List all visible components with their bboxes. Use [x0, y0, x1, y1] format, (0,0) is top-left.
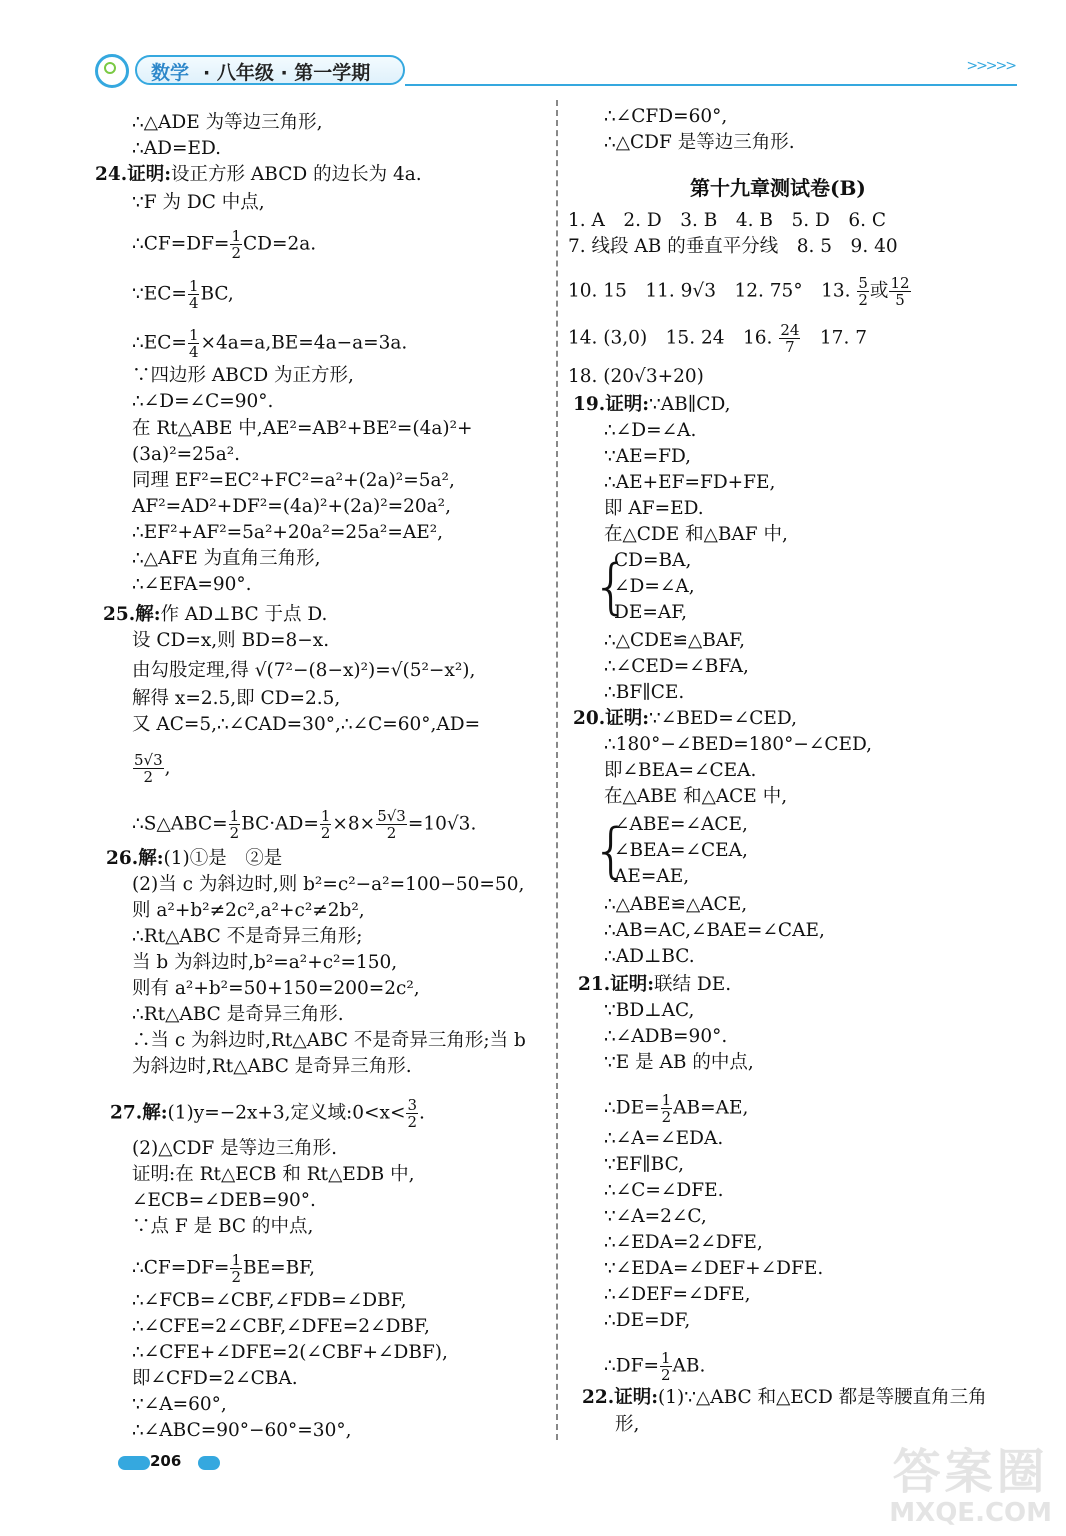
line-text: 即∠CFD=2∠CBA.	[132, 1368, 298, 1389]
text-line	[132, 522, 443, 544]
line-text: 1. A 2. D 3. B 4. B 5. D 6. C	[568, 210, 887, 231]
text-line	[132, 1420, 351, 1442]
fraction-denominator: 2	[858, 291, 868, 309]
answer-label: 证明:	[127, 164, 172, 185]
line-text: 联结 DE.	[654, 974, 732, 995]
line-text: (1)∵△ABC 和△ECD 都是等腰直角三角	[658, 1387, 987, 1408]
text-line	[132, 630, 329, 652]
text-line	[132, 278, 234, 311]
line-text: ∴△CDF 是等边三角形.	[604, 132, 795, 153]
line-text: ∵E 是 AB 的中点,	[604, 1052, 754, 1073]
fraction-denominator: 2	[661, 1108, 672, 1126]
line-text: 设正方形 ABCD 的边长为 4a.	[171, 164, 422, 185]
fraction-denominator: 2	[143, 768, 154, 786]
line-text: ∴∠C=∠DFE.	[604, 1180, 724, 1201]
text-line	[132, 1056, 412, 1078]
text-line	[604, 106, 727, 128]
text-line	[132, 808, 476, 841]
answer-label: 证明:	[614, 1387, 659, 1408]
text-line	[568, 236, 898, 258]
answer-label: 解:	[138, 848, 164, 869]
line-text: 7. 线段 AB 的垂直平分线 8. 5 9. 40	[568, 236, 898, 257]
line-text: 17. 7	[801, 327, 867, 349]
line-text: ∴∠CFD=60°,	[604, 106, 728, 127]
line-text: ∵∠A=2∠C,	[604, 1206, 707, 1227]
fraction	[857, 275, 869, 308]
line-text: =10√3.	[407, 813, 477, 835]
line-text: ∵AE=FD,	[604, 446, 692, 467]
fraction	[188, 278, 200, 311]
text-line	[604, 1258, 823, 1280]
line-text: 14. (3,0) 15. 24 16.	[568, 327, 779, 349]
text-line	[604, 1128, 723, 1150]
text-line	[604, 472, 775, 494]
line-text: ∵BD⊥AC,	[604, 1000, 695, 1021]
text-line	[132, 574, 252, 596]
text-line	[604, 1284, 751, 1306]
watermark-site: MXQE.COM	[889, 1498, 1052, 1528]
line-text: ∴AD=ED.	[132, 138, 222, 159]
line-text: 当 b 为斜边时,b²=a²+c²=150,	[132, 952, 398, 973]
watermark	[889, 1446, 1052, 1528]
text-line	[604, 524, 788, 546]
fraction-numerator: 24	[780, 321, 800, 339]
text-line	[132, 688, 340, 710]
text-line	[132, 496, 451, 518]
text-line	[604, 132, 795, 154]
brace-19: {	[592, 552, 631, 622]
text-line	[132, 1342, 448, 1364]
page-header	[95, 52, 1025, 92]
line-text: ∵∠A=60°,	[132, 1394, 227, 1415]
fraction-denominator: 2	[386, 824, 397, 842]
line-text: 由勾股定理,得 √(7²−(8−x)²)=√(5²−x²),	[132, 660, 476, 681]
line-text: ∴Rt△ABC 不是奇异三角形;	[132, 926, 363, 947]
text-line	[604, 1232, 763, 1254]
question-number: 19.	[573, 394, 606, 415]
line-text: ∴∠ADB=90°.	[604, 1026, 728, 1047]
line-text: ∵F 为 DC 中点,	[132, 192, 265, 213]
line-text: ∴CF=DF=	[132, 1257, 230, 1279]
line-text: 则 a²+b²≠2c²,a²+c²≠2b²,	[132, 900, 365, 921]
text-line	[604, 894, 747, 916]
line-text: ∵EC=	[132, 283, 187, 305]
line-text: ∴∠CED=∠BFA,	[604, 656, 749, 677]
text-line	[132, 548, 320, 570]
text-line	[132, 418, 473, 440]
answer-label: 证明:	[610, 974, 655, 995]
fraction-numerator: 1	[231, 227, 241, 245]
fraction	[660, 1350, 672, 1383]
fraction-denominator: 7	[785, 338, 795, 356]
fraction-denominator: 4	[188, 343, 199, 361]
line-text: ∴∠D=∠A.	[604, 420, 697, 441]
fraction-numerator: 1	[231, 1251, 241, 1269]
text-line	[132, 660, 475, 682]
line-text: 为斜边时,Rt△ABC 是奇异三角形.	[132, 1056, 412, 1077]
fraction-denominator: 2	[229, 824, 240, 842]
text-line	[568, 366, 704, 388]
line-text: ∴∠EDA=2∠DFE,	[604, 1232, 763, 1253]
line-text: ∴当 c 为斜边时,Rt△ABC 不是奇异三角形;当 b	[132, 1030, 526, 1051]
line-text: ∴AD⊥BC.	[604, 946, 695, 967]
line-text: ∴Rt△ABC 是奇异三角形.	[132, 1004, 344, 1025]
answer-label: 解:	[142, 1102, 168, 1124]
question-number: 27.	[110, 1102, 143, 1124]
text-line	[132, 1138, 337, 1160]
line-text: ∴DE=	[604, 1097, 660, 1119]
question-number: 25.	[103, 604, 136, 625]
line-text: ∴S△ABC=	[132, 813, 228, 835]
fraction	[188, 327, 200, 360]
text-line	[132, 327, 407, 360]
line-text: ∵AB∥CD,	[649, 394, 731, 415]
text-line	[578, 974, 731, 996]
line-text: ∴∠DEF=∠DFE,	[604, 1284, 751, 1305]
text-line	[132, 978, 420, 1000]
text-line	[615, 1414, 639, 1436]
line-text: 同理 EF²=EC²+FC²=a²+(2a)²=5a²,	[132, 470, 455, 491]
line-text: ∠ABE=∠ACE,	[614, 814, 748, 835]
text-line	[132, 926, 362, 948]
text-line	[132, 1030, 526, 1052]
text-line	[604, 1310, 690, 1332]
text-line	[604, 656, 749, 678]
footer-pill-right	[198, 1456, 220, 1470]
line-text: ×4a=a,BE=4a−a=3a.	[200, 332, 408, 354]
line-text: ∴△ADE 为等边三角形,	[132, 112, 323, 133]
line-text: (2)当 c 为斜边时,则 b²=c²−a²=100−50=50,	[132, 874, 525, 895]
text-line	[582, 1387, 987, 1409]
watermark-logo: 答案圈	[892, 1444, 1049, 1500]
line-text: 或	[869, 280, 889, 302]
text-line	[573, 394, 731, 416]
text-line	[132, 874, 524, 896]
text-line	[95, 164, 422, 186]
line-text: ∴△ABE≌△ACE,	[604, 894, 748, 915]
text-line	[132, 391, 273, 413]
line-text: 则有 a²+b²=50+150=200=2c²,	[132, 978, 420, 999]
text-line	[132, 138, 221, 160]
text-line	[132, 192, 265, 214]
text-line	[604, 420, 696, 442]
line-text: ,	[164, 757, 171, 779]
line-text: ∵点 F 是 BC 的中点,	[132, 1216, 314, 1237]
text-line	[106, 848, 282, 870]
chevrons-icon: >>>>>	[966, 58, 1015, 74]
text-line	[132, 1290, 406, 1312]
text-line	[132, 714, 480, 736]
line-text: 作 AD⊥BC 于点 D.	[160, 604, 328, 625]
line-text: .	[419, 1102, 425, 1124]
fraction-numerator: 5√3	[134, 751, 163, 769]
text-line	[604, 498, 704, 520]
fraction	[133, 752, 164, 785]
text-line	[103, 604, 327, 626]
line-text: (2)△CDF 是等边三角形.	[132, 1138, 338, 1159]
text-line	[614, 840, 748, 862]
question-number: 20.	[573, 708, 606, 729]
header-rule	[405, 84, 1017, 86]
text-line	[568, 322, 867, 355]
line-text: ∴∠A=∠EDA.	[604, 1128, 724, 1149]
fraction-numerator: 1	[660, 1349, 671, 1367]
fraction	[889, 275, 910, 308]
line-text: ∵∠BED=∠CED,	[649, 708, 797, 729]
line-text: ∠D=∠A,	[614, 576, 695, 597]
line-text: ∴∠CFE=2∠CBF,∠DFE=2∠DBF,	[132, 1316, 430, 1337]
line-text: DE=AF,	[614, 602, 688, 623]
line-text: ∴DE=DF,	[604, 1310, 691, 1331]
line-text: ∴CF=DF=	[132, 233, 230, 255]
fraction-denominator: 4	[188, 294, 199, 312]
text-line	[568, 275, 912, 308]
line-text: ∴DF=	[604, 1355, 659, 1377]
line-text: BC,	[200, 283, 234, 305]
fraction-numerator: 3	[407, 1096, 418, 1114]
text-line	[132, 752, 171, 785]
fraction-denominator: 2	[231, 1268, 241, 1286]
line-text: 形,	[615, 1414, 640, 1435]
text-line	[604, 1206, 707, 1228]
text-line	[132, 1216, 313, 1238]
text-line	[132, 1316, 430, 1338]
fraction	[406, 1097, 418, 1130]
fraction-numerator: 5	[858, 274, 868, 292]
line-text: ∴BF∥CE.	[604, 682, 685, 703]
text-line	[604, 446, 691, 468]
answer-label: 证明:	[605, 394, 650, 415]
line-text: CD=2a.	[242, 233, 317, 255]
question-number: 22.	[582, 1387, 615, 1408]
text-line	[604, 920, 825, 942]
line-text: 解得 x=2.5,即 CD=2.5,	[132, 688, 341, 709]
fraction-denominator: 2	[231, 244, 241, 262]
line-text: 18. (20√3+20)	[568, 366, 704, 387]
header-grade-term: · 八年级 · 第一学期	[203, 62, 371, 84]
fraction-numerator: 5√3	[377, 807, 406, 825]
line-text: ∴AE+EF=FD+FE,	[604, 472, 776, 493]
line-text: ×8×	[332, 813, 376, 835]
line-text: 证明:在 Rt△ECB 和 Rt△EDB 中,	[132, 1164, 415, 1185]
column-divider	[556, 100, 558, 1440]
line-text: 10. 15 11. 9√3 12. 75° 13.	[568, 280, 857, 302]
line-text: 在△CDE 和△BAF 中,	[604, 524, 788, 545]
text-line	[604, 760, 756, 782]
footer-pill-left	[118, 1456, 150, 1470]
line-text: 在 Rt△ABE 中,AE²=AB²+BE²=(4a)²+	[132, 418, 473, 439]
line-text: BE=BF,	[242, 1257, 316, 1279]
fraction-numerator: 12	[890, 274, 910, 292]
header-subject: 数学	[151, 62, 190, 84]
line-text: ∴∠FCB=∠CBF,∠FDB=∠DBF,	[132, 1290, 407, 1311]
brace-20: {	[592, 816, 631, 886]
line-text: (3a)²=25a².	[132, 444, 241, 465]
question-number: 21.	[578, 974, 611, 995]
line-text: ∴∠ABC=90°−60°=30°,	[132, 1420, 352, 1441]
fraction-numerator: 1	[188, 277, 199, 295]
line-text: ∴∠D=∠C=90°.	[132, 391, 274, 412]
line-text: 即 AF=ED.	[604, 498, 704, 519]
text-line	[132, 1252, 315, 1285]
line-text: ∴EF²+AF²=5a²+20a²=25a²=AE²,	[132, 522, 443, 543]
text-line	[132, 365, 354, 387]
line-text: ∴△AFE 为直角三角形,	[132, 548, 321, 569]
fraction-numerator: 1	[229, 807, 240, 825]
line-text: ∴AB=AC,∠BAE=∠CAE,	[604, 920, 825, 941]
text-line	[132, 228, 316, 261]
line-text: 设 CD=x,则 BD=8−x.	[132, 630, 330, 651]
text-line	[604, 1180, 723, 1202]
line-text: (1)y=−2x+3,定义域:0<x<	[167, 1102, 406, 1124]
line-text: AF²=AD²+DF²=(4a)²+(2a)²=20a²,	[132, 496, 451, 517]
text-line	[604, 1052, 754, 1074]
text-line	[614, 814, 748, 836]
fraction-numerator: 1	[320, 807, 331, 825]
line-text: AE=AE,	[614, 866, 690, 887]
line-text: 又 AC=5,∴∠CAD=30°,∴∠C=60°,AD=	[132, 714, 481, 735]
line-text: (1)①是 ②是	[163, 848, 283, 869]
text-line	[110, 1097, 425, 1130]
line-text: ∵∠EDA=∠DEF+∠DFE.	[604, 1258, 824, 1279]
line-text: ∴EC=	[132, 332, 187, 354]
line-text: BC·AD=	[241, 813, 319, 835]
fraction	[230, 228, 242, 261]
text-line	[568, 210, 886, 232]
fraction-denominator: 2	[407, 1113, 418, 1131]
logo-icon	[95, 54, 129, 88]
line-text: ∴△CDE≌△BAF,	[604, 630, 746, 651]
line-text: CD=BA,	[614, 550, 692, 571]
text-line	[604, 1154, 684, 1176]
line-text: AB=AE,	[673, 1097, 749, 1119]
section-title: 第十九章测试卷(B)	[690, 176, 866, 200]
question-number: 26.	[106, 848, 139, 869]
line-text: AB.	[672, 1355, 706, 1377]
text-line	[573, 708, 797, 730]
text-line	[132, 444, 240, 466]
fraction-denominator: 2	[320, 824, 331, 842]
line-text: ∴180°−∠BED=180°−∠CED,	[604, 734, 873, 755]
line-text: ∴∠EFA=90°.	[132, 574, 252, 595]
fraction	[779, 322, 800, 355]
text-line	[132, 900, 365, 922]
fraction	[229, 808, 241, 841]
text-line	[604, 682, 684, 704]
line-text: ∠BEA=∠CEA,	[614, 840, 748, 861]
text-line	[132, 952, 397, 974]
text-line	[132, 1164, 415, 1186]
text-line	[132, 1004, 344, 1026]
text-line	[604, 630, 745, 652]
text-line	[132, 1368, 298, 1390]
text-line	[132, 1394, 227, 1416]
page-number: 206	[150, 1452, 182, 1470]
text-line	[604, 734, 872, 756]
text-line	[132, 1190, 316, 1212]
fraction	[230, 1252, 242, 1285]
fraction	[661, 1092, 673, 1125]
line-text: 在△ABE 和△ACE 中,	[604, 786, 788, 807]
text-line	[604, 1092, 748, 1125]
line-text: ∵EF∥BC,	[604, 1154, 684, 1175]
line-text: 即∠BEA=∠CEA.	[604, 760, 757, 781]
line-text: ∵四边形 ABCD 为正方形,	[132, 365, 354, 386]
fraction-denominator: 5	[895, 291, 905, 309]
line-text: ∠ECB=∠DEB=90°.	[132, 1190, 316, 1211]
text-line	[604, 1350, 705, 1383]
text-line	[604, 1026, 727, 1048]
text-line	[604, 946, 695, 968]
line-text: ∴∠CFE+∠DFE=2(∠CBF+∠DBF),	[132, 1342, 448, 1363]
answer-label: 证明:	[605, 708, 650, 729]
text-line	[132, 470, 455, 492]
text-line	[604, 1000, 694, 1022]
question-number: 24.	[95, 164, 128, 185]
answer-label: 解:	[135, 604, 161, 625]
fraction	[320, 808, 332, 841]
fraction-numerator: 1	[661, 1091, 672, 1109]
fraction-numerator: 1	[188, 326, 199, 344]
fraction-denominator: 2	[660, 1366, 671, 1384]
text-line	[132, 112, 322, 134]
fraction	[376, 808, 407, 841]
text-line	[604, 786, 787, 808]
